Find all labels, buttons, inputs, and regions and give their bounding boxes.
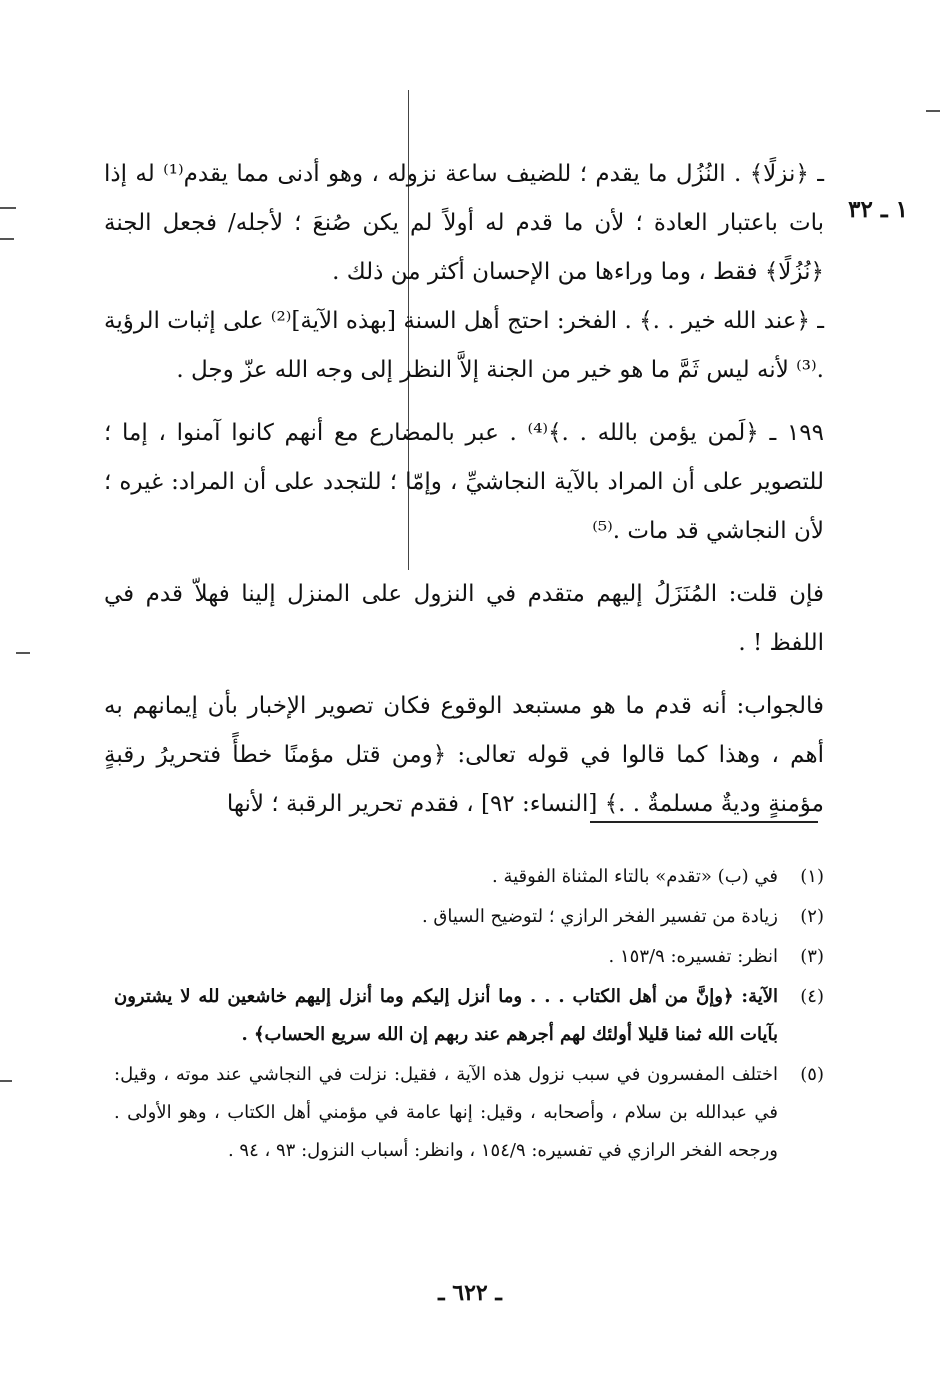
paragraph-answer: فالجواب: أنه قدم ما هو مستبعد الوقوع فكان تصوير الإخبار بأن إيمانهم به أهم ، وهذا كما قالوا في قوله تعالى: ﴿ومن قتل مؤمنًا خطأً فتحريرُ رقبةٍ مؤمنةٍ وديةٌ مسلمةٌ . .﴾ [النساء: ٩٢] ، فقدم تحرير الرقبة ؛ لأنها [104, 693, 824, 817]
footnote-text: زيادة من تفسير الفخر الرازي ؛ لتوضيح السياق . [421, 906, 778, 927]
footnote-number: (١) [800, 866, 824, 887]
footnote-separator [590, 821, 818, 823]
footnote-1 [114, 858, 824, 896]
footnote-number: (٤) [800, 986, 824, 1007]
footnote-5 [114, 1056, 824, 1170]
paragraph-verse-199: ١٩٩ ـ ﴿لَمن يؤمن بالله . .﴾⁽⁴⁾ . عبر بالمضارع مع أنهم كانوا آمنوا ، إما ؛ للتصوير على أن المراد بالآية النجاشيِّ ، وإمّا ؛ للتجدد على أن المراد: غيره ؛ لأن النجاشي قد مات .⁽⁵⁾ [104, 420, 824, 544]
footnote-text: في (ب) «تقدم» بالتاء المثناة الفوقية . [492, 866, 778, 887]
footnote-3 [114, 938, 824, 976]
footnote-number: (٥) [800, 1064, 824, 1085]
paragraph-nuzul: ـ ﴿نزلًا﴾ . النُزُل ما يقدم ؛ للضيف ساعة نزوله ، وهو أدنى مما يقدم⁽¹⁾ له إذا بات باعتبار العادة ؛ لأن ما قدم له أولاً لم يكن صُنعَ ؛ لأجله/ فجعل الجنة ﴿نُزُلًا﴾ فقط ، وما وراءها من الإحسان أكثر من ذلك . [104, 161, 824, 285]
footnote-text: الآية: ﴿وإنَّ من أهل الكتاب . . . وما أنزل إليكم وما أنزل إليهم خاشعين لله لا يشترون بآيات الله ثمنا قليلا أولئك لهم أجرهم عند ربهم إن الله سريع الحساب﴾ . [114, 986, 778, 1045]
margin-manuscript-ref: ١ ـ ٣٢ [848, 196, 908, 223]
footnote-4 [114, 978, 824, 1054]
footnote-text: اختلف المفسرون في سبب نزول هذه الآية ، فقيل: نزلت في النجاشي عند موته ، وقيل: في عبدالله بن سلام ، وأصحابه ، وقيل: إنها عامة في مؤمني أهل الكتاب ، وهو الأولى . ورجحه الفخر الرازي في تفسيره: ١٥٤/٩ ، وانظر: أسباب النزول: ٩٣ ، ٩٤ . [114, 1064, 778, 1161]
footnotes [114, 858, 824, 1172]
paragraph-inda-allah: ـ ﴿عند الله خير . .﴾ . الفخر: احتج أهل السنة [بهذه الآية]⁽²⁾ على إثبات الرؤية .⁽³⁾ لأنه ليس ثَمَّ ما هو خير من الجنة إلاَّ النظر إلى وجه الله عزّ وجل . [104, 308, 824, 383]
main-text [104, 150, 824, 829]
paragraph-question: فإن قلت: المُنَزَلُ إليهم متقدم في النزول على المنزل إلينا فهلاّ قدم في اللفظ ! . [104, 581, 824, 656]
footnote-number: (٣) [800, 946, 824, 967]
footnote-number: (٢) [800, 906, 824, 927]
footnote-2 [114, 898, 824, 936]
page-number: ـ ٦٢٢ ـ [438, 1280, 502, 1306]
footnote-text: انظر: تفسيره: ١٥٣/٩ . [608, 946, 778, 967]
